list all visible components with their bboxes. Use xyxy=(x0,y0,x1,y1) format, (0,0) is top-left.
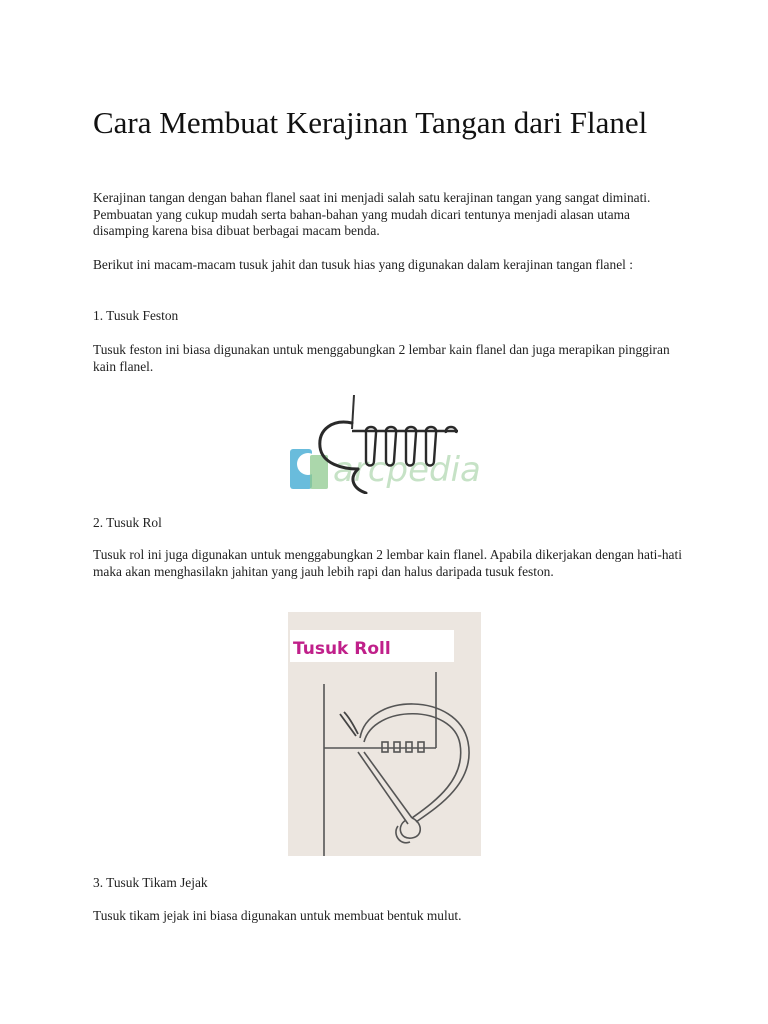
page-title: Cara Membuat Kerajinan Tangan dari Flanel xyxy=(93,105,648,140)
intro-paragraph: Kerajinan tangan dengan bahan flanel saat ini menjadi salah satu kerajinan tangan yang sangat diminati. Pembuatan yang cukup mudah serta bahan-bahan yang mudah dicari tentunya menjadi alasan utama disamping karena bisa dibuat berbagai macam benda. xyxy=(93,190,651,239)
feston-stitch-illustration xyxy=(288,389,481,494)
list-intro-paragraph: Berikut ini macam-macam tusuk jahit dan tusuk hias yang digunakan dalam kerajinan tangan flanel : xyxy=(93,257,633,272)
section-heading-rol: 2. Tusuk Rol xyxy=(93,515,162,530)
section-text-tikam-jejak: Tusuk tikam jejak ini biasa digunakan untuk membuat bentuk mulut. xyxy=(93,908,462,923)
section-text-feston: Tusuk feston ini biasa digunakan untuk menggabungkan 2 lembar kain flanel dan juga merapikan pinggiran kain flanel. xyxy=(93,342,670,374)
section-heading-feston: 1. Tusuk Feston xyxy=(93,308,179,323)
roll-stitch-illustration xyxy=(288,612,481,856)
section-heading-tikam-jejak: 3. Tusuk Tikam Jejak xyxy=(93,875,208,890)
watermark-text: arcpedia xyxy=(333,450,481,490)
section-text-rol: Tusuk rol ini juga digunakan untuk menggabungkan 2 lembar kain flanel. Apabila dikerjakan dengan hati-hati maka akan menghasilakn jahitan yang jauh lebih rapi dan halus daripada tusuk feston. xyxy=(93,547,682,579)
figure-label: Tusuk Roll xyxy=(293,639,391,659)
